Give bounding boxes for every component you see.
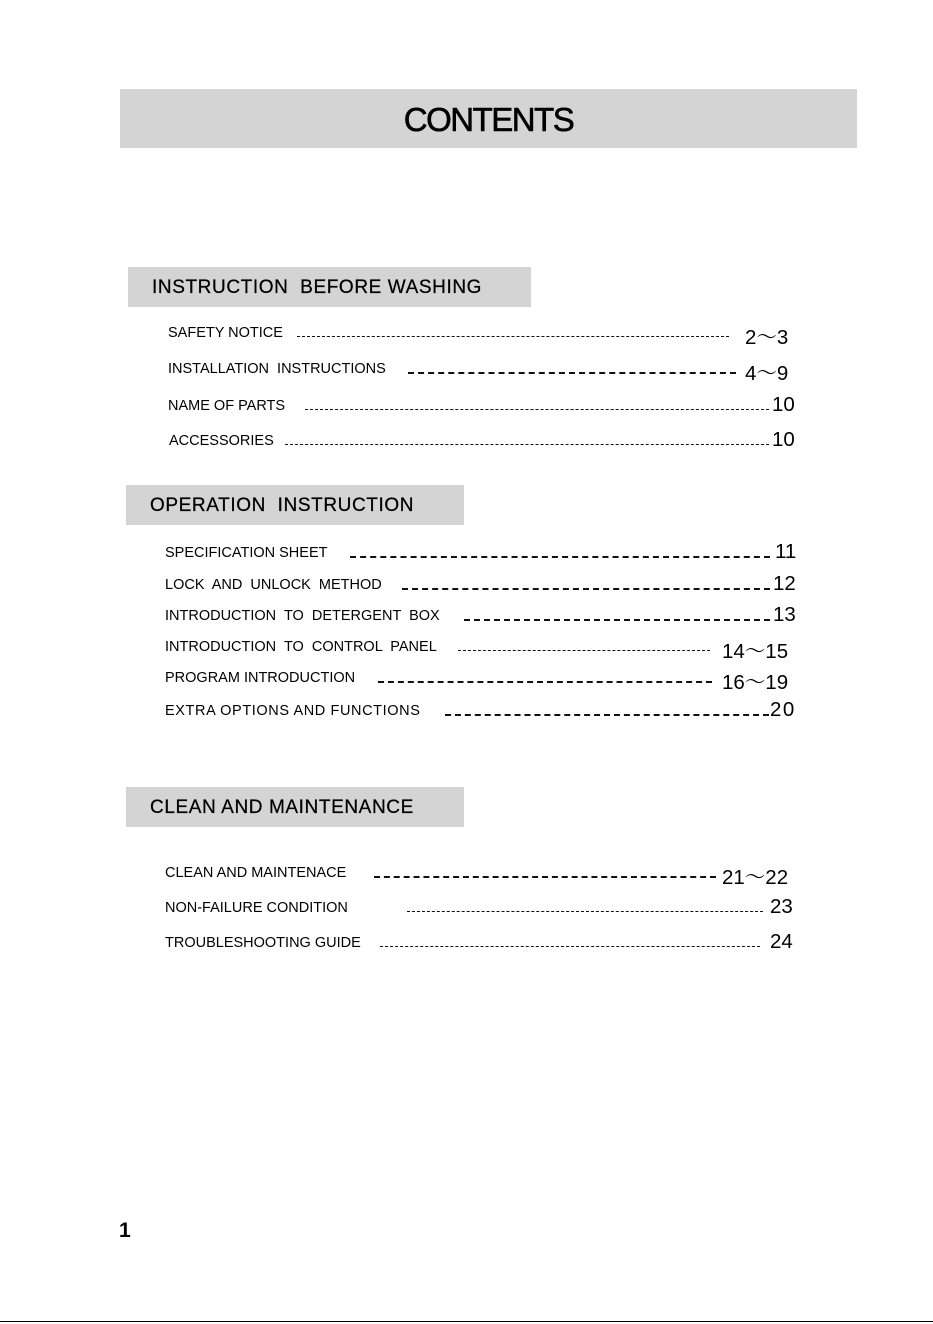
toc-entry-label: ACCESSORIES [169, 433, 274, 449]
section-heading-operation-instruction [126, 485, 464, 525]
toc-entry-safety-notice[interactable] [0, 318, 933, 348]
toc-entry-page: 16～19 [722, 671, 789, 694]
dotted-leader [464, 619, 770, 621]
toc-entry-page: 4～9 [745, 362, 789, 385]
toc-entry-page: 12 [773, 572, 796, 595]
toc-entry-label: INTRODUCTION TO DETERGENT BOX [165, 608, 440, 624]
toc-entry-page: 24 [770, 930, 793, 953]
dotted-leader [350, 556, 770, 558]
toc-entry-page: 13 [773, 603, 796, 626]
toc-entry-non-failure-condition[interactable] [0, 893, 933, 923]
toc-entry-page: 10 [772, 393, 795, 416]
toc-entry-detergent-box[interactable] [0, 601, 933, 631]
toc-entry-control-panel[interactable] [0, 632, 933, 662]
toc-entry-label: SPECIFICATION SHEET [165, 545, 328, 561]
section-heading-instruction-before-washing [128, 267, 531, 307]
toc-entry-label: CLEAN AND MAINTENACE [165, 865, 347, 881]
toc-entry-label: INTRODUCTION TO CONTROL PANEL [165, 639, 437, 655]
toc-entry-troubleshooting-guide[interactable] [0, 928, 933, 958]
toc-entry-page: 21～22 [722, 866, 789, 889]
toc-entry-label: SAFETY NOTICE [168, 325, 283, 341]
dotted-leader [374, 876, 716, 878]
toc-entry-name-of-parts[interactable] [0, 391, 933, 421]
toc-entry-page: 2～3 [745, 326, 789, 349]
toc-entry-accessories[interactable] [0, 426, 933, 456]
bottom-rule [0, 1321, 933, 1322]
toc-entry-specification-sheet[interactable] [0, 538, 933, 568]
toc-entry-label: EXTRA OPTIONS AND FUNCTIONS [165, 703, 421, 719]
page-number: 1 [119, 1219, 131, 1242]
dotted-leader [378, 681, 712, 683]
toc-entry-page: 10 [772, 428, 795, 451]
section-heading-text: OPERATION INSTRUCTION [150, 495, 415, 516]
toc-entry-label: LOCK AND UNLOCK METHOD [165, 577, 382, 593]
dotted-leader [380, 946, 760, 947]
toc-entry-label: NAME OF PARTS [168, 398, 286, 414]
toc-entry-lock-and-unlock-method[interactable] [0, 570, 933, 600]
dotted-leader [408, 372, 736, 374]
section-heading-text: INSTRUCTION BEFORE WASHING [152, 277, 483, 298]
toc-entry-label: INSTALLATION INSTRUCTIONS [168, 361, 386, 377]
section-heading-clean-and-maintenance [126, 787, 464, 827]
section-heading-text: CLEAN AND MAINTENANCE [150, 797, 414, 818]
page-title: CONTENTS [403, 100, 574, 138]
dotted-leader [285, 444, 769, 445]
toc-entry-page: 23 [770, 895, 793, 918]
dotted-leader [402, 588, 770, 590]
toc-entry-label: TROUBLESHOOTING GUIDE [165, 935, 361, 951]
contents-title-bar [120, 89, 857, 148]
toc-entry-label: NON-FAILURE CONDITION [165, 900, 348, 916]
dotted-leader [445, 714, 769, 716]
toc-entry-program-introduction[interactable] [0, 663, 933, 693]
dotted-leader [305, 409, 769, 410]
toc-entry-page: 20 [770, 698, 796, 721]
toc-entry-clean-and-maintenace[interactable] [0, 858, 933, 888]
dotted-leader [407, 911, 763, 912]
toc-entry-label: PROGRAM INTRODUCTION [165, 670, 356, 686]
toc-entry-installation-instructions[interactable] [0, 354, 933, 384]
dotted-leader [458, 650, 710, 651]
toc-entry-page: 14～15 [722, 640, 789, 663]
toc-entry-extra-options[interactable] [0, 696, 933, 726]
dotted-leader [297, 336, 729, 337]
toc-entry-page: 11 [775, 540, 797, 563]
